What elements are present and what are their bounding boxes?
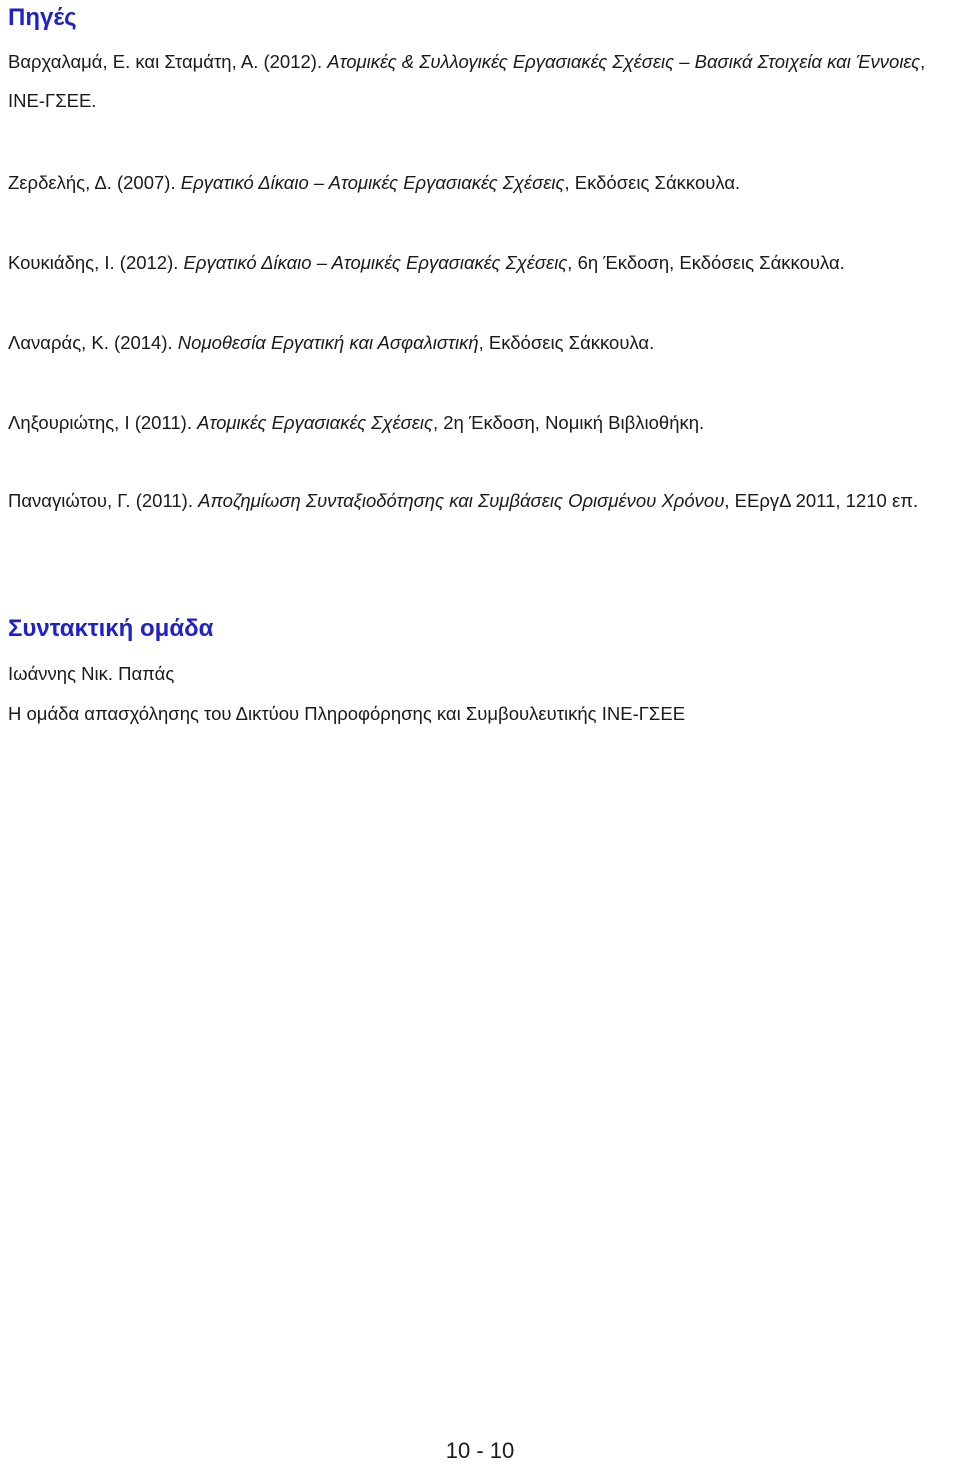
reference-publisher: , 6η Έκδοση, Εκδόσεις Σάκκουλα.	[567, 252, 845, 273]
reference-publisher: , 2η Έκδοση, Νομική Βιβλιοθήκη.	[432, 412, 705, 433]
reference-item	[8, 42, 958, 120]
reference-publisher: , Εκδόσεις Σάκκουλα.	[478, 332, 655, 353]
reference-item	[8, 163, 958, 202]
reference-title: Εργατικό Δίκαιο – Ατομικές Εργασιακές Σχέσεις	[183, 252, 568, 273]
editorial-team-group: Η ομάδα απασχόλησης του Δικτύου Πληροφόρησης και Συμβουλευτικής ΙΝΕ-ΓΣΕΕ	[8, 703, 686, 724]
reference-publisher: , Εκδόσεις Σάκκουλα.	[564, 172, 741, 193]
reference-title: Ατομικές Εργασιακές Σχέσεις	[197, 412, 433, 433]
sources-heading: Πηγές	[8, 4, 77, 31]
reference-authors: Παναγιώτου, Γ. (2011).	[8, 490, 199, 511]
editorial-team-heading: Συντακτική ομάδα	[8, 615, 214, 642]
reference-publisher: , ΙΝΕ-ΓΣΕΕ.	[8, 51, 926, 111]
editorial-team-author: Ιωάννης Νικ. Παπάς	[8, 663, 175, 684]
reference-title: Ατομικές & Συλλογικές Εργασιακές Σχέσεις – Βασικά Στοιχεία και Έννοιες	[327, 51, 921, 72]
reference-authors: Λαναράς, Κ. (2014).	[8, 332, 178, 353]
reference-authors: Ζερδελής, Δ. (2007).	[8, 172, 181, 193]
reference-title: Εργατικό Δίκαιο – Ατομικές Εργασιακές Σχέσεις	[180, 172, 565, 193]
reference-title: Νομοθεσία Εργατική και Ασφαλιστική	[177, 332, 479, 353]
reference-item	[8, 323, 958, 362]
reference-item	[8, 403, 958, 442]
reference-title: Αποζημίωση Συνταξιοδότησης και Συμβάσεις Ορισμένου Χρόνου	[198, 490, 725, 511]
reference-item	[8, 243, 958, 282]
reference-authors: Βαρχαλαμά, Ε. και Σταμάτη, Α. (2012).	[8, 51, 328, 72]
page-number: 10 - 10	[445, 1438, 515, 1463]
reference-publisher: , ΕΕργΔ 2011, 1210 επ.	[724, 490, 919, 511]
reference-authors: Ληξουριώτης, Ι (2011).	[8, 412, 198, 433]
reference-item	[8, 481, 958, 520]
reference-authors: Κουκιάδης, Ι. (2012).	[8, 252, 184, 273]
